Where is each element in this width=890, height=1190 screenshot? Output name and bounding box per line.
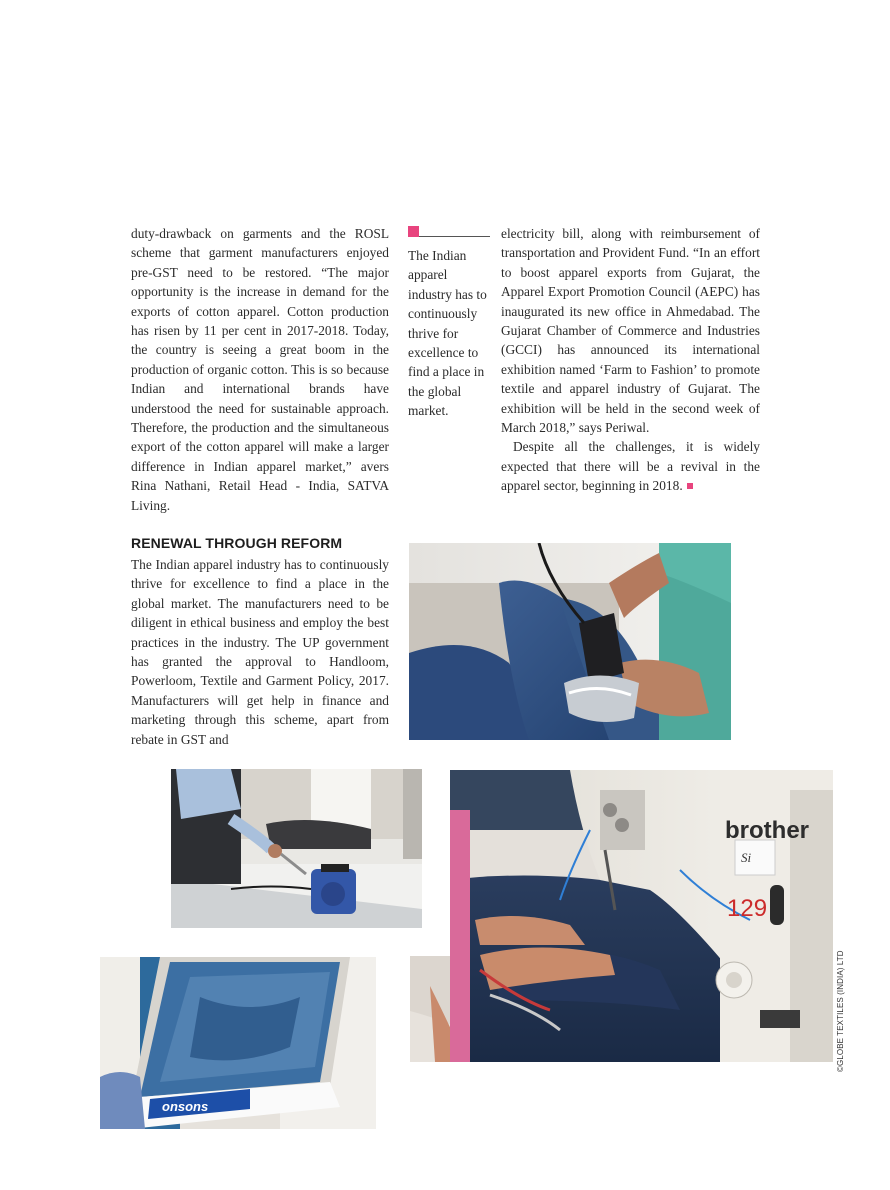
section-heading: RENEWAL THROUGH REFORM	[131, 535, 343, 551]
photo-screen-press	[100, 957, 376, 1129]
photo-ironing-denim	[409, 543, 731, 740]
sewing-machine-model: Si	[741, 850, 752, 865]
article-paragraph: electricity bill, along with reimbursement of transportation and Provident Fund. “In an effort to boost apparel exports from Gujarat, the Apparel Export Promotion Council (AEPC) has inaugurated its new office in Ahmedabad. The Gujarat Chamber of Commerce and Industries (GCCI) has announced its international exhibition named ‘Farm to Fashion’ to promote textile and apparel industry of Gujarat. The exhibition will be held in the second week of March 2018,” says Periwal.	[501, 226, 760, 436]
article-paragraph: duty-drawback on garments and the ROSL scheme that garment manufacturers enjoyed pre-GST need to be restored. “The major opportunity is the increase in demand for the exports of cotton apparel. Cotton production has risen by 11 per cent in 2017-2018. Today, the country is seeing a great boom in the production of organic cotton. This is so because Indian and international brands have understood the need for sustainable approach. Therefore, the production and the simultaneous export of the cotton apparel will make a larger difference in Indian apparel market,” avers Rina Nathani, Retail Head - India, SATVA Living.	[131, 226, 389, 513]
photo-sewing-extension	[410, 956, 454, 1062]
accent-square-icon	[408, 226, 419, 237]
sewing-machine-number: 129	[727, 895, 768, 922]
photo-sewing-machine	[450, 770, 833, 1062]
press-brand: onsons	[162, 1099, 209, 1114]
photo-fabric-cutting	[171, 769, 422, 928]
sewing-machine-brand: brother	[725, 817, 809, 844]
article-column-right	[501, 224, 760, 496]
closing-text: Despite all the challenges, it is widely expected that there will be a revival in the apparel sector, beginning in 2018.	[501, 439, 760, 494]
article-column-left	[131, 224, 389, 515]
photo-credit: ©GLOBE TEXTILES (INDIA) LTD	[836, 950, 845, 1072]
section-body	[131, 555, 389, 749]
end-mark-icon	[687, 483, 693, 489]
pull-quote	[408, 226, 488, 421]
section-paragraph: The Indian apparel industry has to continuously thrive for excellence to find a place in the global market. The manufacturers need to be diligent in ethical business and employ the best practices in the industry. The UP government has granted the approval to Handloom, Powerloom, Textile and Garment Policy, 2017. Manufacturers will get help in finance and marketing through this scheme, apart from rebate in GST and	[131, 557, 389, 747]
article-paragraph-closing	[501, 437, 760, 495]
pull-quote-text: The Indian apparel industry has to continuously thrive for excellence to find a place in the global market.	[408, 248, 487, 419]
pull-quote-rule	[408, 226, 488, 238]
